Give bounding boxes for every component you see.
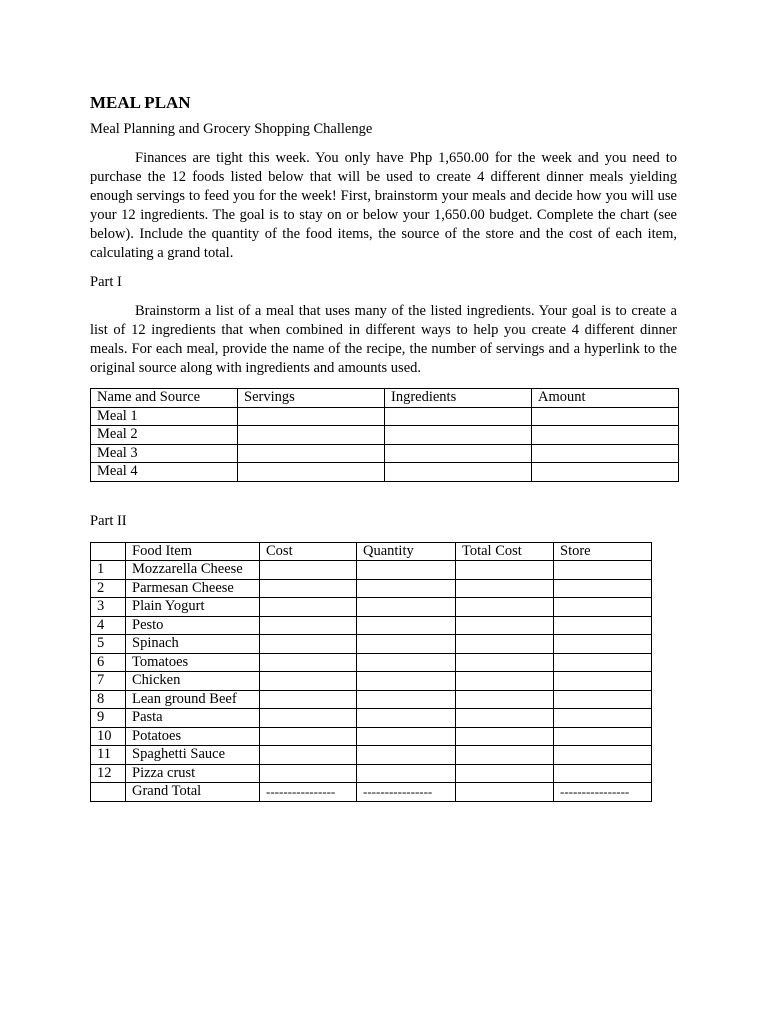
- food-item-store-cell: [554, 653, 652, 672]
- food-item-quantity-cell: [357, 653, 456, 672]
- meal-ingredients-cell: [385, 426, 532, 445]
- meals-header-servings: Servings: [238, 389, 385, 408]
- food-item-total-cost-cell: [456, 709, 554, 728]
- food-item-row: [91, 635, 652, 654]
- food-item-row: [91, 764, 652, 783]
- food-item-total-cost-cell: [456, 598, 554, 617]
- food-item-total-cost-cell: [456, 672, 554, 691]
- meals-header-ingredients: Ingredients: [385, 389, 532, 408]
- items-header-quantity: Quantity: [357, 542, 456, 561]
- food-item-name: Pesto: [126, 616, 260, 635]
- food-item-store-cell: [554, 727, 652, 746]
- food-item-name: Spinach: [126, 635, 260, 654]
- document-title: MEAL PLAN: [90, 93, 191, 112]
- meal-row: [91, 463, 679, 482]
- grand-total-total-cost: [456, 783, 554, 802]
- food-item-cost-cell: [260, 727, 357, 746]
- part-1-instructions: Brainstorm a list of a meal that uses many of the listed ingredients. Your goal is to create a list of 12 ingredients that when combined in different ways to help you create 4 different dinner meals. For each meal, provide the name of the recipe, the number of servings and a hyperlink to the original source along with ingredients and amounts used.: [90, 303, 677, 376]
- food-item-store-cell: [554, 709, 652, 728]
- food-item-number: 2: [91, 579, 126, 598]
- food-item-store-cell: [554, 764, 652, 783]
- food-item-row: [91, 616, 652, 635]
- meals-table-header-row: [91, 389, 679, 408]
- grand-total-quantity: ----------------: [357, 783, 456, 802]
- food-item-quantity-cell: [357, 709, 456, 728]
- items-header-store: Store: [554, 542, 652, 561]
- food-item-quantity-cell: [357, 561, 456, 580]
- food-item-name: Pizza crust: [126, 764, 260, 783]
- items-header-number: [91, 542, 126, 561]
- food-item-store-cell: [554, 561, 652, 580]
- meals-table: [90, 388, 679, 482]
- meal-name-source-cell: Meal 4: [91, 463, 238, 482]
- food-item-total-cost-cell: [456, 690, 554, 709]
- food-item-total-cost-cell: [456, 635, 554, 654]
- food-item-quantity-cell: [357, 672, 456, 691]
- food-item-name: Parmesan Cheese: [126, 579, 260, 598]
- meals-header-name-source: Name and Source: [91, 389, 238, 408]
- food-item-number: 6: [91, 653, 126, 672]
- meal-ingredients-cell: [385, 407, 532, 426]
- grocery-items-table: [90, 542, 652, 802]
- food-item-store-cell: [554, 598, 652, 617]
- food-item-cost-cell: [260, 561, 357, 580]
- items-table-header-row: [91, 542, 652, 561]
- food-item-cost-cell: [260, 746, 357, 765]
- meal-row: [91, 407, 679, 426]
- meal-servings-cell: [238, 463, 385, 482]
- food-item-quantity-cell: [357, 635, 456, 654]
- food-item-cost-cell: [260, 579, 357, 598]
- food-item-total-cost-cell: [456, 746, 554, 765]
- food-item-total-cost-cell: [456, 616, 554, 635]
- meal-servings-cell: [238, 444, 385, 463]
- food-item-store-cell: [554, 746, 652, 765]
- food-item-name: Mozzarella Cheese: [126, 561, 260, 580]
- food-item-quantity-cell: [357, 598, 456, 617]
- items-header-cost: Cost: [260, 542, 357, 561]
- food-item-number: 5: [91, 635, 126, 654]
- food-item-total-cost-cell: [456, 579, 554, 598]
- food-item-quantity-cell: [357, 690, 456, 709]
- food-item-name: Plain Yogurt: [126, 598, 260, 617]
- food-item-store-cell: [554, 635, 652, 654]
- food-item-number: 11: [91, 746, 126, 765]
- food-item-name: Chicken: [126, 672, 260, 691]
- grand-total-row: [91, 783, 652, 802]
- food-item-cost-cell: [260, 764, 357, 783]
- food-item-store-cell: [554, 616, 652, 635]
- food-item-total-cost-cell: [456, 727, 554, 746]
- food-item-number: 10: [91, 727, 126, 746]
- food-item-name: Tomatoes: [126, 653, 260, 672]
- meal-name-source-cell: Meal 1: [91, 407, 238, 426]
- food-item-quantity-cell: [357, 764, 456, 783]
- meal-ingredients-cell: [385, 444, 532, 463]
- food-item-name: Potatoes: [126, 727, 260, 746]
- document-page: [90, 92, 677, 802]
- food-item-row: [91, 561, 652, 580]
- food-item-row: [91, 746, 652, 765]
- food-item-row: [91, 690, 652, 709]
- part-2-label: Part II: [90, 512, 127, 529]
- food-item-total-cost-cell: [456, 561, 554, 580]
- food-item-row: [91, 709, 652, 728]
- food-item-cost-cell: [260, 616, 357, 635]
- food-item-quantity-cell: [357, 746, 456, 765]
- food-item-number: 12: [91, 764, 126, 783]
- meal-ingredients-cell: [385, 463, 532, 482]
- items-header-total-cost: Total Cost: [456, 542, 554, 561]
- meal-servings-cell: [238, 407, 385, 426]
- food-item-store-cell: [554, 672, 652, 691]
- meal-amount-cell: [532, 463, 679, 482]
- food-item-store-cell: [554, 690, 652, 709]
- food-item-cost-cell: [260, 672, 357, 691]
- meal-name-source-cell: Meal 2: [91, 426, 238, 445]
- food-item-cost-cell: [260, 598, 357, 617]
- grand-total-number-cell: [91, 783, 126, 802]
- food-item-cost-cell: [260, 635, 357, 654]
- grand-total-cost: ----------------: [260, 783, 357, 802]
- food-item-name: Lean ground Beef: [126, 690, 260, 709]
- food-item-row: [91, 727, 652, 746]
- food-item-number: 4: [91, 616, 126, 635]
- document-subtitle: Meal Planning and Grocery Shopping Challenge: [90, 121, 373, 137]
- food-item-number: 9: [91, 709, 126, 728]
- food-item-number: 7: [91, 672, 126, 691]
- food-item-quantity-cell: [357, 616, 456, 635]
- items-header-food-item: Food Item: [126, 542, 260, 561]
- meal-row: [91, 444, 679, 463]
- food-item-total-cost-cell: [456, 764, 554, 783]
- meal-row: [91, 426, 679, 445]
- food-item-total-cost-cell: [456, 653, 554, 672]
- food-item-row: [91, 672, 652, 691]
- food-item-quantity-cell: [357, 727, 456, 746]
- part-1-label: Part I: [90, 274, 122, 290]
- meals-header-amount: Amount: [532, 389, 679, 408]
- meal-amount-cell: [532, 426, 679, 445]
- food-item-cost-cell: [260, 709, 357, 728]
- food-item-row: [91, 579, 652, 598]
- food-item-cost-cell: [260, 653, 357, 672]
- food-item-name: Spaghetti Sauce: [126, 746, 260, 765]
- food-item-cost-cell: [260, 690, 357, 709]
- meal-name-source-cell: Meal 3: [91, 444, 238, 463]
- food-item-number: 1: [91, 561, 126, 580]
- food-item-number: 3: [91, 598, 126, 617]
- food-item-row: [91, 653, 652, 672]
- meal-servings-cell: [238, 426, 385, 445]
- food-item-name: Pasta: [126, 709, 260, 728]
- food-item-row: [91, 598, 652, 617]
- meal-amount-cell: [532, 444, 679, 463]
- grand-total-store: ----------------: [554, 783, 652, 802]
- food-item-number: 8: [91, 690, 126, 709]
- intro-paragraph: Finances are tight this week. You only have Php 1,650.00 for the week and you need to purchase the 12 foods listed below that will be used to create 4 different dinner meals yielding enough servings to feed you for the week! First, brainstorm your meals and decide how you will use your 12 ingredients. The goal is to stay on or below your 1,650.00 budget. Complete the chart (see below). Include the quantity of the food items, the source of the store and the cost of each item, calculating a grand total.: [90, 150, 677, 261]
- food-item-store-cell: [554, 579, 652, 598]
- grand-total-label: Grand Total: [126, 783, 260, 802]
- food-item-quantity-cell: [357, 579, 456, 598]
- meal-amount-cell: [532, 407, 679, 426]
